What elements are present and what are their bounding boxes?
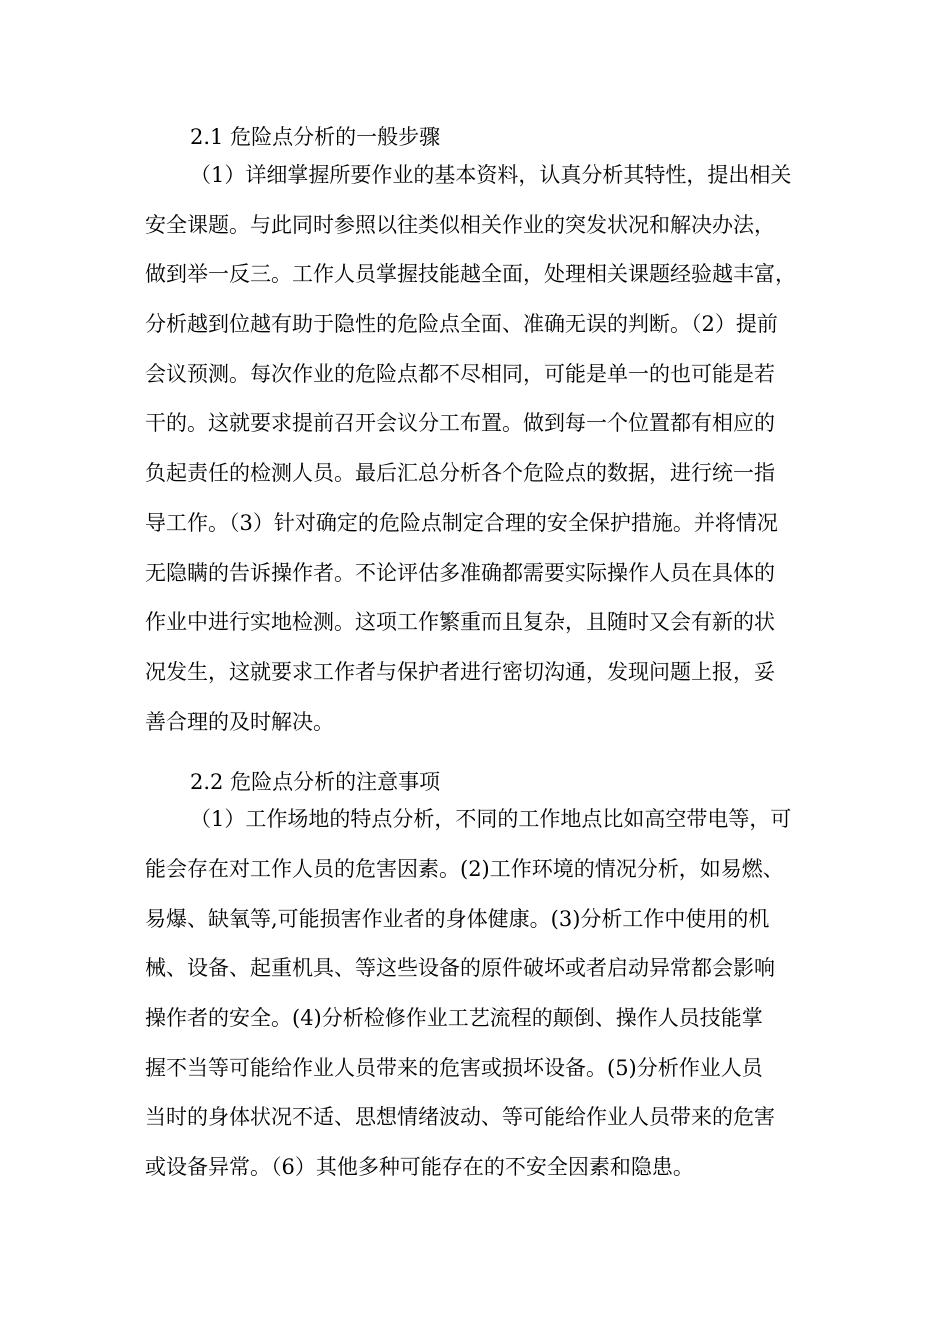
paragraph-line: 握不当等可能给作业人员带来的危害或损坏设备。(5)分析作业人员 bbox=[145, 1056, 763, 1080]
paragraph-line: 易爆、缺氧等,可能损害作业者的身体健康。(3)分析工作中使用的机 bbox=[145, 907, 770, 931]
paragraph-line: 善合理的及时解决。 bbox=[145, 710, 334, 734]
paragraph-line: 械、设备、起重机具、等这些设备的原件破坏或者启动异常都会影响 bbox=[145, 956, 775, 980]
paragraph-line: 导工作。（3）针对确定的危险点制定合理的安全保护措施。并将情况 bbox=[145, 511, 778, 535]
paragraph-line: 当时的身体状况不适、思想情绪波动、等可能给作业人员带来的危害 bbox=[145, 1105, 775, 1129]
paragraph-line: 安全课题。与此同时参照以往类似相关作业的突发状况和解决办法， bbox=[145, 213, 775, 237]
paragraph-line: 干的。这就要求提前召开会议分工布置。做到每一个位置都有相应的 bbox=[145, 411, 775, 435]
paragraph-line: 作业中进行实地检测。这项工作繁重而且复杂，且随时又会有新的状 bbox=[145, 610, 775, 634]
paragraph-line: 无隐瞒的告诉操作者。不论评估多准确都需要实际操作人员在具体的 bbox=[145, 561, 775, 585]
paragraph-line: （1）工作场地的特点分析，不同的工作地点比如高空带电等，可 bbox=[190, 807, 792, 831]
paragraph-line: （1）详细掌握所要作业的基本资料，认真分析其特性，提出相关 bbox=[190, 163, 792, 187]
paragraph-line: 做到举一反三。工作人员掌握技能越全面，处理相关课题经验越丰富， bbox=[145, 262, 796, 286]
paragraph-line: 负起责任的检测人员。最后汇总分析各个危险点的数据，进行统一指 bbox=[145, 461, 775, 485]
paragraph-line: 能会存在对工作人员的危害因素。(2)工作环境的情况分析，如易燃、 bbox=[145, 857, 784, 881]
paragraph-line: 或设备异常。（6）其他多种可能存在的不安全因素和隐患。 bbox=[145, 1155, 694, 1179]
section-heading-2-1: 2.1 危险点分析的一般步骤 bbox=[190, 125, 441, 149]
paragraph-line: 分析越到位越有助于隐性的危险点全面、准确无误的判断。（2）提前 bbox=[145, 312, 778, 336]
section-heading-2-2: 2.2 危险点分析的注意事项 bbox=[190, 770, 441, 794]
paragraph-line: 操作者的安全。(4)分析检修作业工艺流程的颠倒、操作人员技能掌 bbox=[145, 1006, 763, 1030]
paragraph-line: 会议预测。每次作业的危险点都不尽相同，可能是单一的也可能是若 bbox=[145, 362, 775, 386]
paragraph-line: 况发生，这就要求工作者与保护者进行密切沟通，发现问题上报，妥 bbox=[145, 660, 775, 684]
